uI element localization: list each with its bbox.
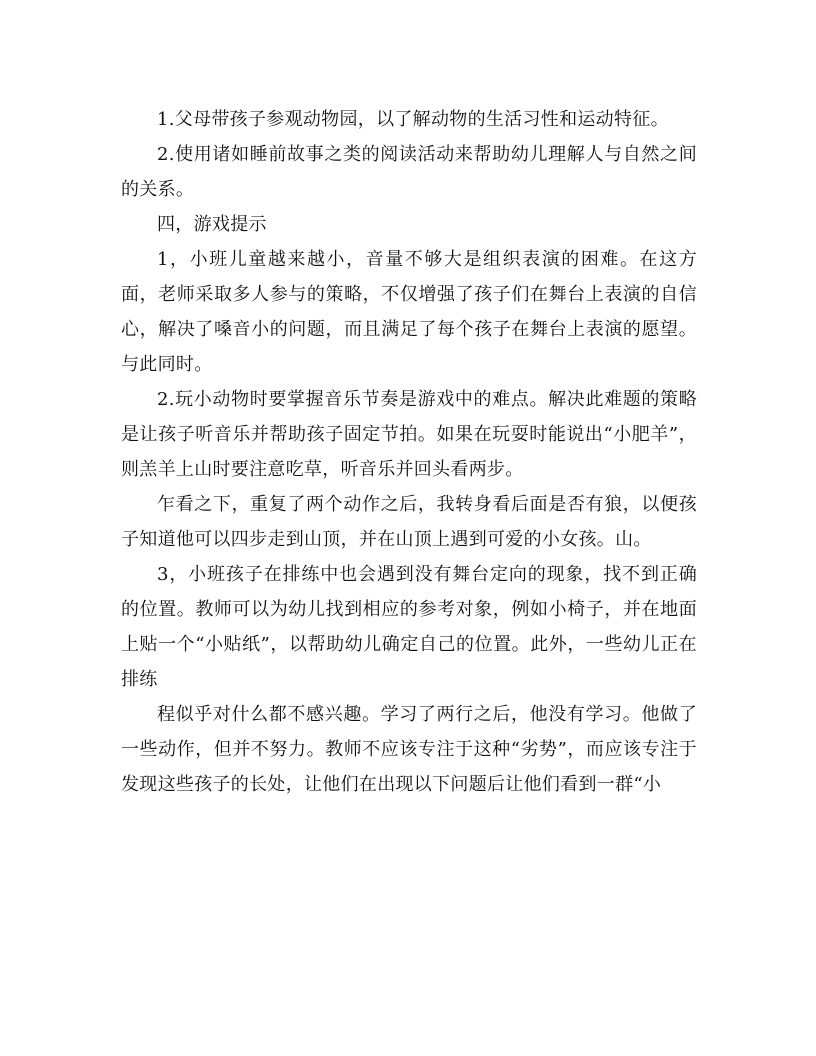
paragraph: 1.父母带孩子参观动物园，以了解动物的生活习性和运动特征。	[157, 109, 669, 130]
document-body	[121, 102, 697, 802]
section-heading: 四，游戏提示	[157, 214, 267, 235]
paragraph: 3，小班孩子在排练中也会遇到没有舞台定向的现象，找不到正确的位置。教师可以为幼儿找到相应的参考对象，例如小椅子，并在地面上贴一个“小贴纸”，以帮助幼儿确定自己的位置。此外，一些幼儿正在排练	[121, 564, 697, 690]
paragraph: 2.使用诸如睡前故事之类的阅读活动来帮助幼儿理解人与自然之间的关系。	[121, 144, 697, 200]
paragraph: 1，小班儿童越来越小，音量不够大是组织表演的困难。在这方面，老师采取多人参与的策略，不仅增强了孩子们在舞台上表演的自信心，解决了嗓音小的问题，而且满足了每个孩子在舞台上表演的愿望。与此同时。	[121, 249, 697, 375]
paragraph: 2.玩小动物时要掌握音乐节奏是游戏中的难点。解决此难题的策略是让孩子听音乐并帮助孩子固定节拍。如果在玩耍时能说出“小肥羊”，则羔羊上山时要注意吃草，听音乐并回头看两步。	[121, 389, 697, 480]
paragraph: 程似乎对什么都不感兴趣。学习了两行之后，他没有学习。他做了一些动作，但并不努力。教师不应该专注于这种“劣势”，而应该专注于发现这些孩子的长处，让他们在出现以下问题后让他们看到一群“小	[121, 704, 697, 795]
paragraph: 乍看之下，重复了两个动作之后，我转身看后面是否有狼，以便孩子知道他可以四步走到山顶，并在山顶上遇到可爱的小女孩。山。	[121, 494, 697, 550]
